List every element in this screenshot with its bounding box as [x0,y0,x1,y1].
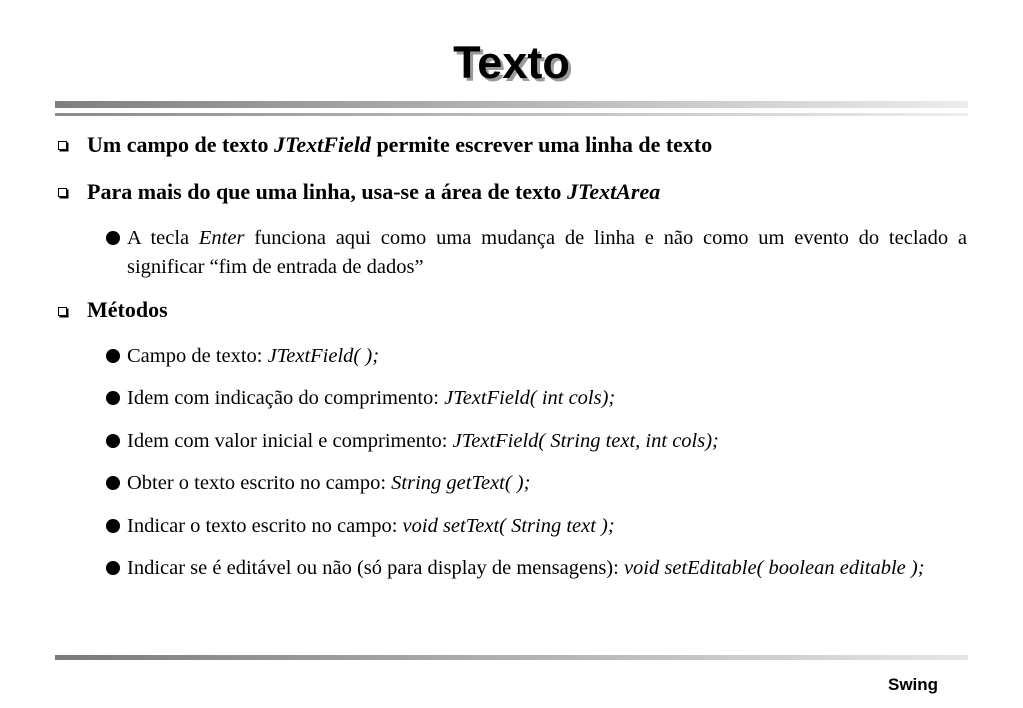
bullet-jtextarea [87,178,967,206]
round-bullet-icon [106,349,120,363]
square-bullet-icon [58,188,67,197]
code-term: Enter [198,227,245,249]
round-bullet-icon [106,231,120,245]
method-text: Idem com indicação do comprimento: [127,387,445,409]
footer-divider [55,655,968,660]
method-item [127,342,967,371]
bullet-text: funciona aqui como uma mudança de linha e não como um evento do teclado a significar “fim de entrada de dados” [127,227,967,278]
method-item [127,512,967,541]
bullet-jtextfield [87,131,967,159]
method-text: Obter o texto escrito no campo: [127,472,392,494]
method-code: JTextField( String text, int cols); [452,430,719,452]
method-text: Indicar se é editável ou não (só para display de mensagens): [127,557,624,579]
round-bullet-icon [106,391,120,405]
method-text: Idem com valor inicial e comprimento: [127,430,453,452]
method-item [127,427,967,456]
method-text: Campo de texto: [127,345,268,367]
method-item [127,469,967,498]
method-item [127,554,967,583]
square-bullet-icon [58,307,67,316]
bullet-text: Um campo de texto [87,132,274,157]
method-code: void setText( String text ); [402,515,615,537]
method-code: JTextField( ); [267,345,380,367]
bullet-text: permite escrever uma linha de texto [370,132,713,157]
bullet-text: A tecla [127,227,199,249]
square-bullet-icon [58,141,67,150]
round-bullet-icon [106,434,120,448]
code-term: JTextField [273,132,371,157]
method-text: Indicar o texto escrito no campo: [127,515,403,537]
title-divider-thin [55,113,968,116]
method-item [127,384,967,413]
sub-bullet-enter [127,224,967,282]
round-bullet-icon [106,476,120,490]
code-term: JTextArea [566,179,661,204]
bullet-metodos: Métodos [87,297,168,322]
method-code: JTextField( int cols); [444,387,616,409]
method-code: String getText( ); [391,472,531,494]
slide-title: Texto [453,37,570,88]
method-code: void setEditable( boolean editable ); [623,557,925,579]
bullet-text: Para mais do que uma linha, usa-se a área de texto [87,179,567,204]
footer-label: Swing [888,675,939,694]
round-bullet-icon [106,561,120,575]
title-divider [55,101,968,108]
round-bullet-icon [106,519,120,533]
